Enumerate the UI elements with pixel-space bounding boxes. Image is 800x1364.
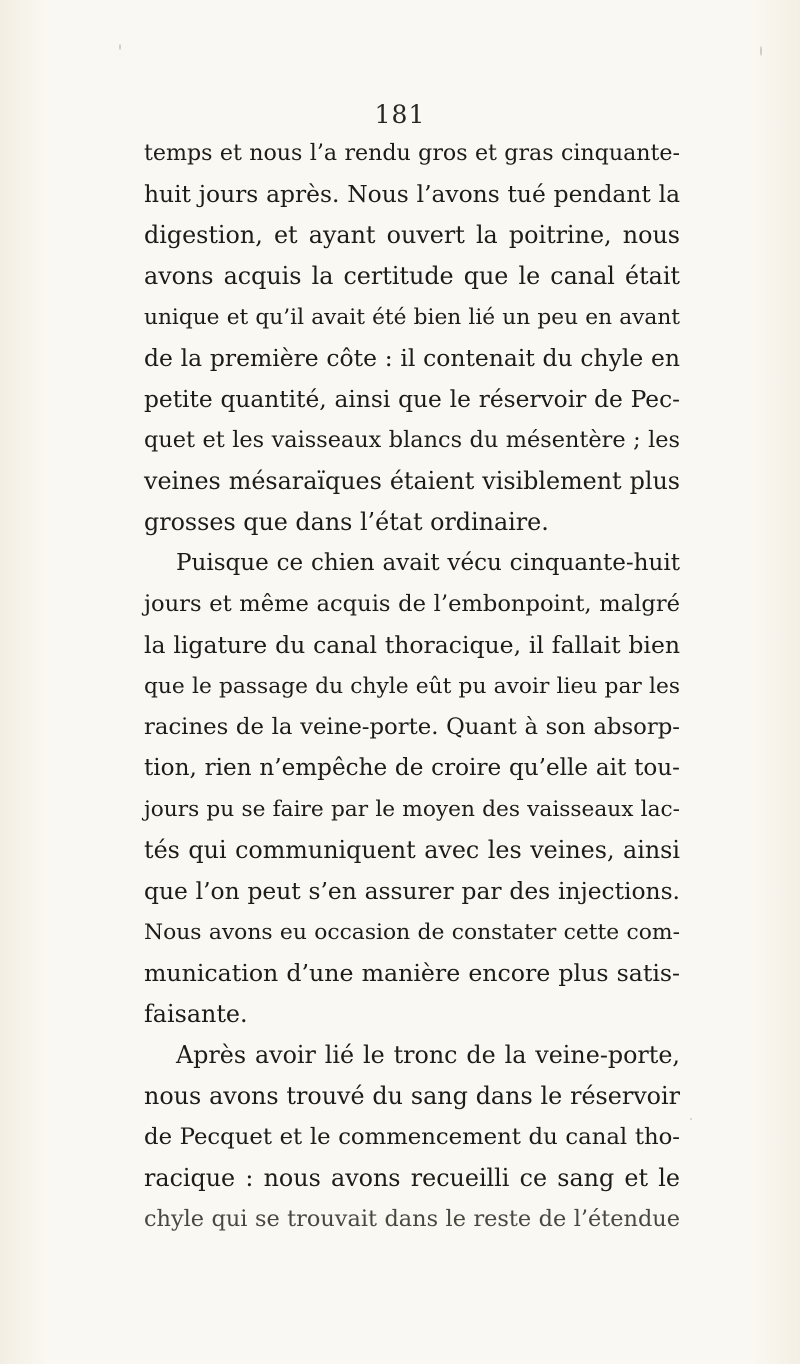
text-line: veines mésaraïques étaient visiblement plus [144, 467, 680, 495]
text-line: avons acquis la certitude que le canal était [144, 262, 680, 290]
text-line: quet et les vaisseaux blancs du mésentère ; les [144, 427, 680, 453]
text-line: jours pu se faire par le moyen des vaisseaux lac- [144, 797, 680, 822]
text-line: digestion, et ayant ouvert la poitrine, nous [144, 221, 680, 249]
text-line: que l’on peut s’en assurer par des injections. [144, 877, 680, 905]
text-line: temps et nous l’a rendu gros et gras cinquante- [144, 140, 680, 166]
text-line: grosses que dans l’état ordinaire. [144, 508, 549, 536]
body-text [144, 133, 680, 1240]
text-line: jours et même acquis de l’embonpoint, malgré [144, 591, 680, 617]
text-line: unique et qu’il avait été bien lié un peu en avant [144, 305, 680, 330]
text-line: Puisque ce chien avait vécu cinquante-huit [176, 550, 680, 576]
text-line: tés qui communiquent avec les veines, ainsi [144, 836, 680, 864]
text-line: Après avoir lié le tronc de la veine-porte, [176, 1041, 680, 1069]
text-line: racique : nous avons recueilli ce sang et le [144, 1164, 680, 1192]
text-line: la ligature du canal thoracique, il fallait bien [144, 631, 680, 659]
paper-speck [690, 1118, 692, 1120]
paper-speck [119, 44, 121, 50]
text-line: nous avons trouvé du sang dans le réservoir [144, 1082, 680, 1110]
page-number: 181 [374, 100, 426, 129]
text-line: petite quantité, ainsi que le réservoir de Pec- [144, 386, 680, 413]
text-line: faisante. [144, 1000, 248, 1028]
text-line: chyle qui se trouvait dans le reste de l’étendue [144, 1206, 680, 1232]
text-line: de la première côte : il contenait du chyle en [144, 344, 680, 372]
text-line: Nous avons eu occasion de constater cette com- [144, 920, 680, 945]
text-line: racines de la veine-porte. Quant à son absorp- [144, 714, 680, 740]
paper-speck [760, 46, 762, 56]
text-line: munication d’une manière encore plus satis- [144, 959, 680, 987]
text-line: que le passage du chyle eût pu avoir lieu par les [144, 674, 680, 699]
text-line: huit jours après. Nous l’avons tué pendant la [144, 180, 680, 208]
text-line: de Pecquet et le commencement du canal tho- [144, 1124, 680, 1150]
text-line: tion, rien n’empêche de croire qu’elle ait tou- [144, 755, 680, 781]
